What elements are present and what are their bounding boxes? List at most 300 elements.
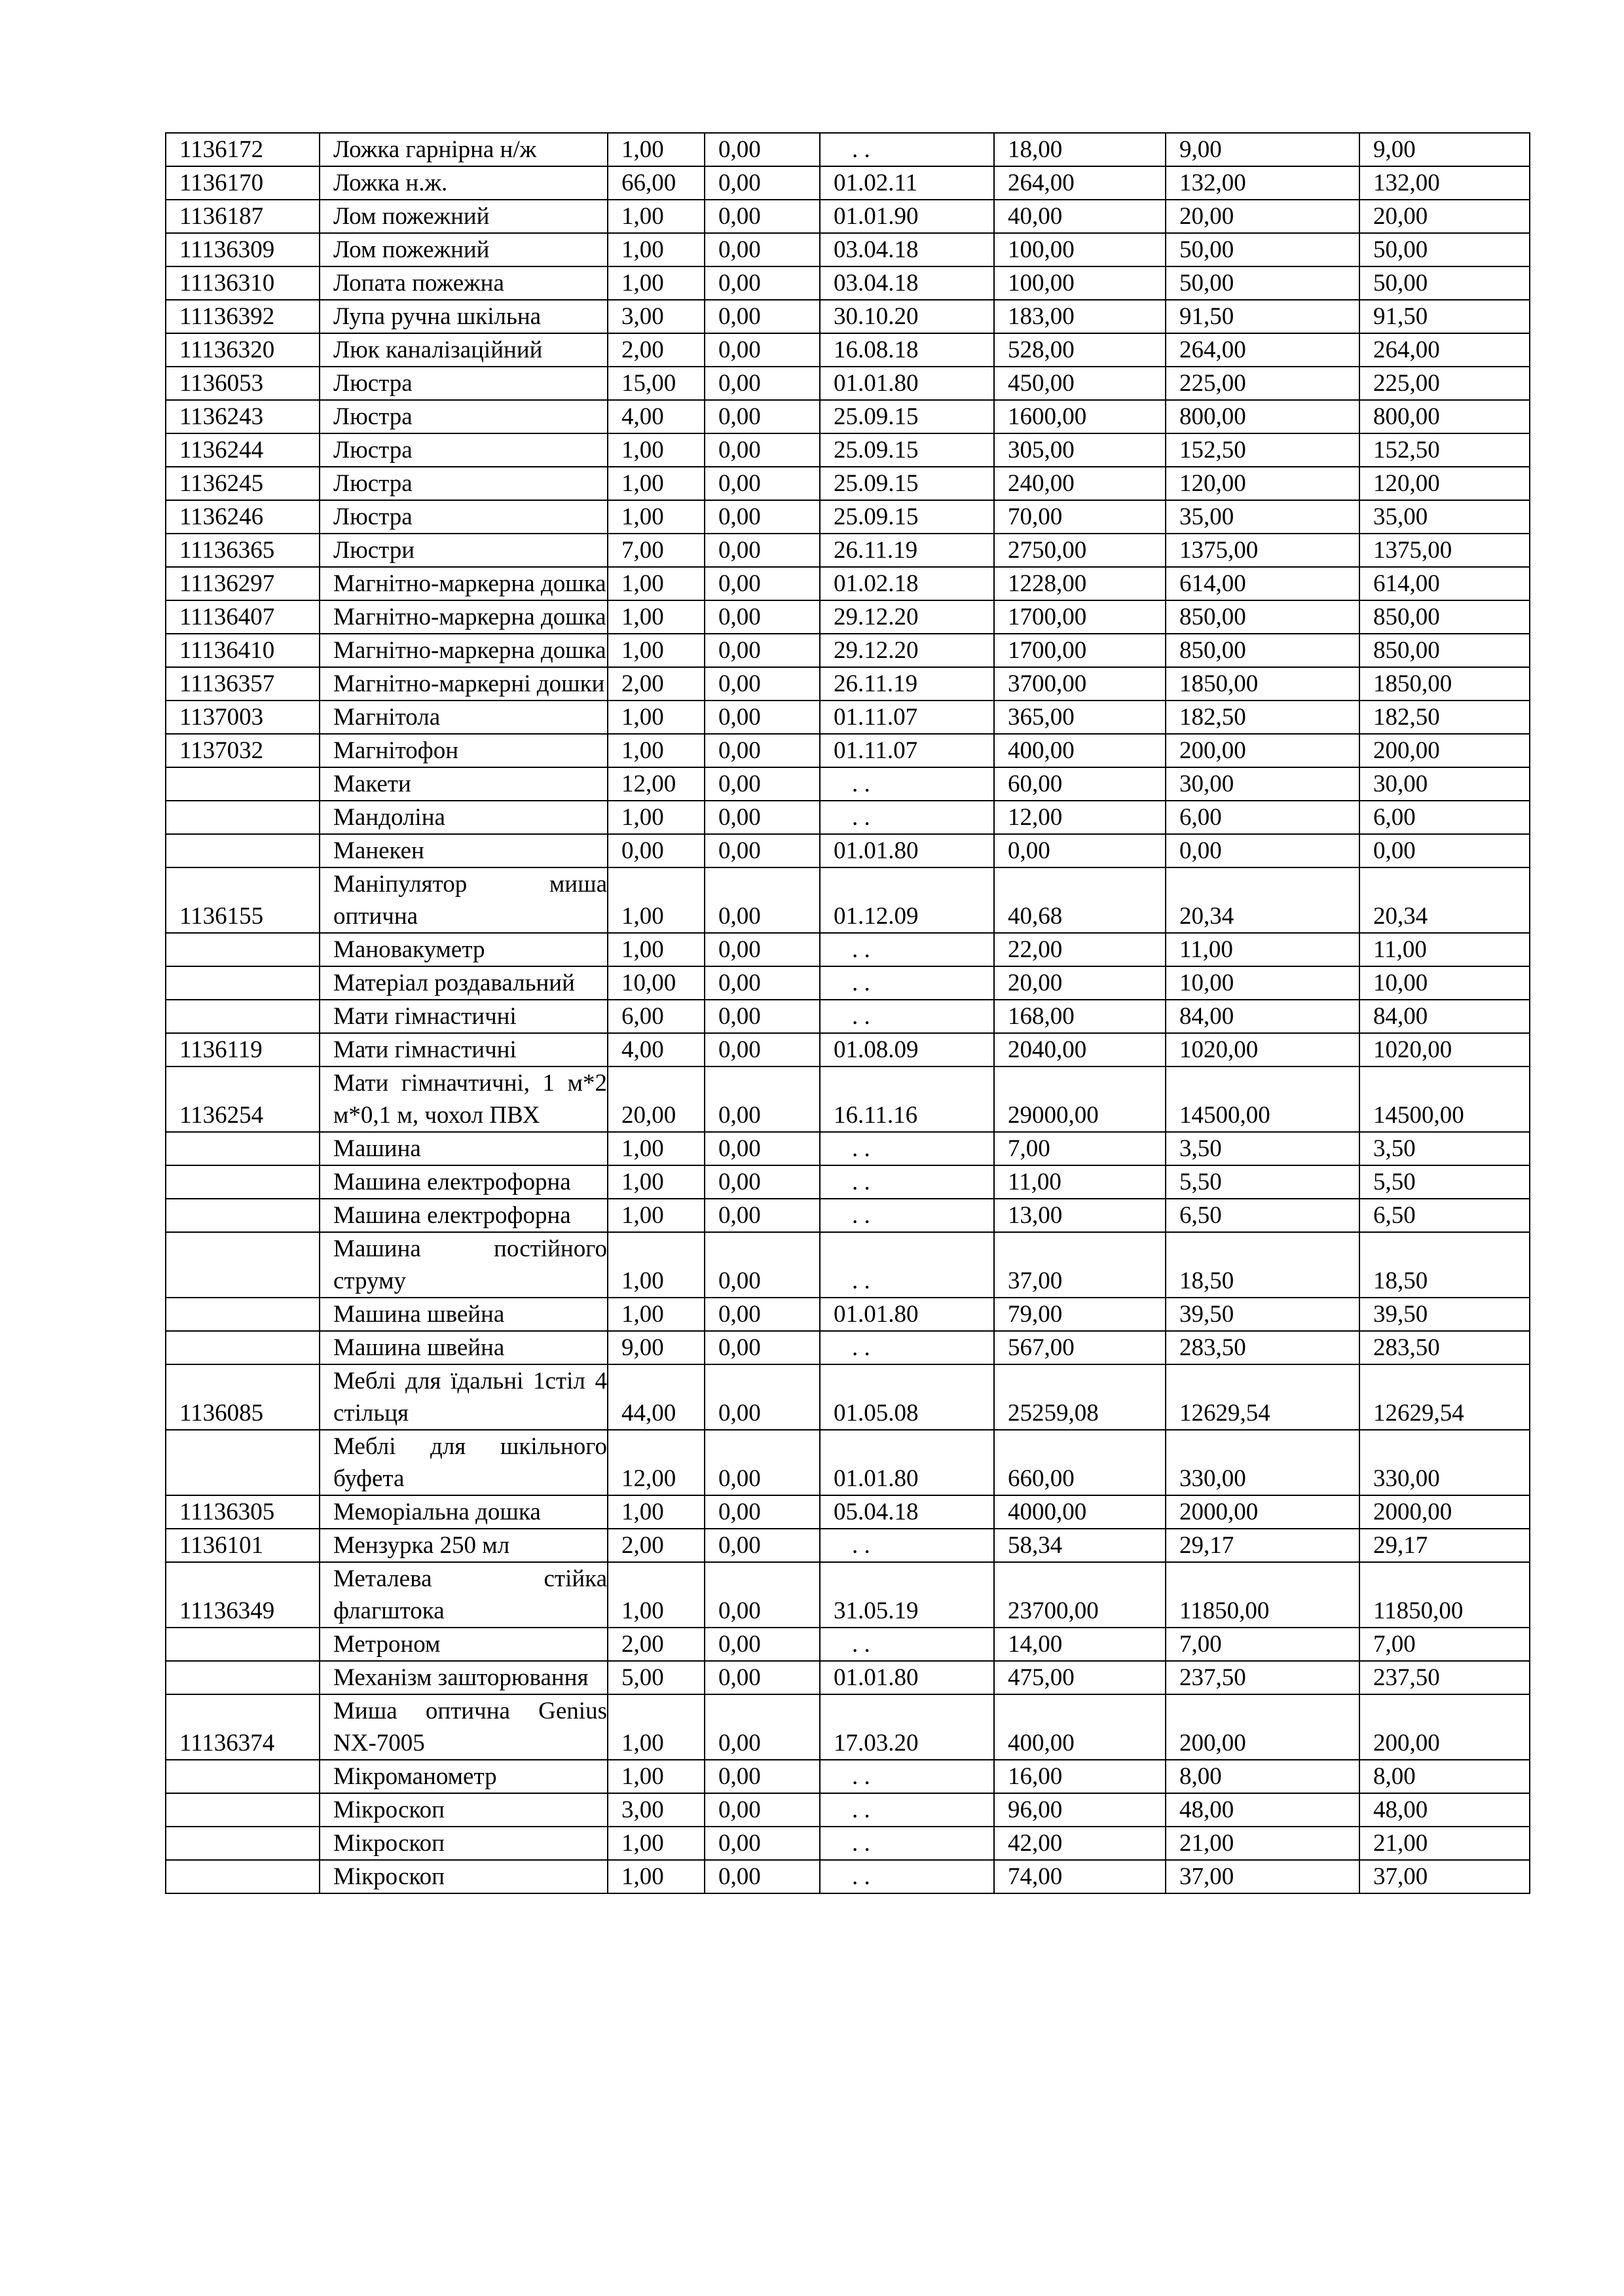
amount-cell: 11,00	[994, 1165, 1166, 1199]
table-row	[166, 1562, 1530, 1628]
item-name-cell: Люстра	[320, 400, 608, 433]
inventory-number-cell: 11136392	[166, 300, 320, 333]
inventory-number-cell: 1137032	[166, 734, 320, 767]
table-row	[166, 1364, 1530, 1430]
table-row	[166, 300, 1530, 333]
zero-value-cell: 0,00	[705, 734, 820, 767]
half-amount-2-cell: 21,00	[1359, 1827, 1530, 1860]
amount-cell: 2750,00	[994, 534, 1166, 567]
amount-cell: 528,00	[994, 333, 1166, 367]
amount-cell: 7,00	[994, 1132, 1166, 1165]
item-name-cell: Миша оптична Genius NX-7005	[320, 1694, 608, 1760]
inventory-number-cell: 1136246	[166, 500, 320, 534]
half-amount-2-cell: 91,50	[1359, 300, 1530, 333]
item-name-cell: Лом пожежний	[320, 233, 608, 266]
date-cell: 01.01.90	[820, 200, 994, 233]
half-amount-2-cell: 10,00	[1359, 966, 1530, 1000]
zero-value-cell: 0,00	[705, 433, 820, 467]
inventory-table-body	[166, 133, 1530, 1893]
quantity-cell: 12,00	[608, 767, 705, 801]
item-name-cell: Люстра	[320, 500, 608, 534]
inventory-number-cell	[166, 1000, 320, 1033]
date-cell: 05.04.18	[820, 1495, 994, 1529]
inventory-number-cell: 11136310	[166, 266, 320, 300]
zero-value-cell: 0,00	[705, 1529, 820, 1562]
amount-cell: 365,00	[994, 701, 1166, 734]
item-name-cell: Лупа ручна шкільна	[320, 300, 608, 333]
amount-cell: 1600,00	[994, 400, 1166, 433]
zero-value-cell: 0,00	[705, 801, 820, 834]
amount-cell: 400,00	[994, 1694, 1166, 1760]
quantity-cell: 12,00	[608, 1430, 705, 1495]
half-amount-cell: 120,00	[1166, 467, 1359, 500]
half-amount-cell: 7,00	[1166, 1628, 1359, 1661]
amount-cell: 1228,00	[994, 567, 1166, 600]
item-name-cell: Метроном	[320, 1628, 608, 1661]
item-name-cell: Машина швейна	[320, 1331, 608, 1364]
quantity-cell: 6,00	[608, 1000, 705, 1033]
amount-cell: 79,00	[994, 1298, 1166, 1331]
quantity-cell: 4,00	[608, 1033, 705, 1066]
half-amount-cell: 11,00	[1166, 933, 1359, 966]
amount-cell: 475,00	[994, 1661, 1166, 1694]
quantity-cell: 7,00	[608, 534, 705, 567]
item-name-cell: Машина постійного струму	[320, 1232, 608, 1298]
zero-value-cell: 0,00	[705, 500, 820, 534]
table-row	[166, 500, 1530, 534]
amount-cell: 18,00	[994, 133, 1166, 166]
inventory-number-cell: 11136365	[166, 534, 320, 567]
amount-cell: 23700,00	[994, 1562, 1166, 1628]
date-cell: 01.11.07	[820, 734, 994, 767]
half-amount-cell: 200,00	[1166, 1694, 1359, 1760]
half-amount-cell: 800,00	[1166, 400, 1359, 433]
inventory-number-cell: 1136119	[166, 1033, 320, 1066]
inventory-number-cell: 11136374	[166, 1694, 320, 1760]
item-name-cell: Магнітно-маркерна дошка	[320, 600, 608, 634]
half-amount-cell: 20,34	[1166, 867, 1359, 933]
half-amount-cell: 14500,00	[1166, 1066, 1359, 1132]
table-row	[166, 266, 1530, 300]
date-cell: 01.01.80	[820, 1430, 994, 1495]
amount-cell: 40,00	[994, 200, 1166, 233]
quantity-cell: 0,00	[608, 834, 705, 867]
quantity-cell: 1,00	[608, 133, 705, 166]
date-cell: 26.11.19	[820, 667, 994, 701]
quantity-cell: 1,00	[608, 433, 705, 467]
date-cell: . .	[820, 1199, 994, 1232]
half-amount-cell: 21,00	[1166, 1827, 1359, 1860]
date-cell: . .	[820, 133, 994, 166]
half-amount-2-cell: 6,50	[1359, 1199, 1530, 1232]
quantity-cell: 1,00	[608, 867, 705, 933]
date-cell: 29.12.20	[820, 600, 994, 634]
zero-value-cell: 0,00	[705, 1364, 820, 1430]
inventory-number-cell	[166, 1860, 320, 1893]
quantity-cell: 10,00	[608, 966, 705, 1000]
amount-cell: 3700,00	[994, 667, 1166, 701]
half-amount-2-cell: 182,50	[1359, 701, 1530, 734]
half-amount-2-cell: 7,00	[1359, 1628, 1530, 1661]
quantity-cell: 1,00	[608, 1860, 705, 1893]
table-row	[166, 1000, 1530, 1033]
table-row	[166, 1860, 1530, 1893]
table-row	[166, 1694, 1530, 1760]
amount-cell: 183,00	[994, 300, 1166, 333]
quantity-cell: 1,00	[608, 1199, 705, 1232]
half-amount-2-cell: 1850,00	[1359, 667, 1530, 701]
half-amount-2-cell: 850,00	[1359, 600, 1530, 634]
date-cell: 31.05.19	[820, 1562, 994, 1628]
date-cell: . .	[820, 1529, 994, 1562]
half-amount-cell: 614,00	[1166, 567, 1359, 600]
inventory-number-cell	[166, 966, 320, 1000]
half-amount-2-cell: 20,00	[1359, 200, 1530, 233]
zero-value-cell: 0,00	[705, 1066, 820, 1132]
half-amount-2-cell: 800,00	[1359, 400, 1530, 433]
date-cell: . .	[820, 1760, 994, 1793]
item-name-cell: Мікроскоп	[320, 1860, 608, 1893]
half-amount-2-cell: 1375,00	[1359, 534, 1530, 567]
table-row	[166, 801, 1530, 834]
half-amount-2-cell: 5,50	[1359, 1165, 1530, 1199]
date-cell: 16.11.16	[820, 1066, 994, 1132]
zero-value-cell: 0,00	[705, 1495, 820, 1529]
half-amount-2-cell: 1020,00	[1359, 1033, 1530, 1066]
inventory-number-cell: 1136085	[166, 1364, 320, 1430]
table-row	[166, 567, 1530, 600]
quantity-cell: 3,00	[608, 300, 705, 333]
zero-value-cell: 0,00	[705, 367, 820, 400]
item-name-cell: Макети	[320, 767, 608, 801]
date-cell: 01.12.09	[820, 867, 994, 933]
date-cell: 01.05.08	[820, 1364, 994, 1430]
zero-value-cell: 0,00	[705, 166, 820, 200]
table-row	[166, 400, 1530, 433]
item-name-cell: Механізм зашторювання	[320, 1661, 608, 1694]
date-cell: 01.08.09	[820, 1033, 994, 1066]
item-name-cell: Мати гімнастичні	[320, 1000, 608, 1033]
table-row	[166, 701, 1530, 734]
quantity-cell: 1,00	[608, 1495, 705, 1529]
zero-value-cell: 0,00	[705, 634, 820, 667]
date-cell: 25.09.15	[820, 433, 994, 467]
table-row	[166, 1529, 1530, 1562]
half-amount-2-cell: 6,00	[1359, 801, 1530, 834]
quantity-cell: 1,00	[608, 567, 705, 600]
half-amount-cell: 850,00	[1166, 634, 1359, 667]
half-amount-2-cell: 850,00	[1359, 634, 1530, 667]
table-row	[166, 834, 1530, 867]
table-row	[166, 667, 1530, 701]
half-amount-2-cell: 8,00	[1359, 1760, 1530, 1793]
half-amount-2-cell: 0,00	[1359, 834, 1530, 867]
inventory-number-cell: 11136407	[166, 600, 320, 634]
zero-value-cell: 0,00	[705, 834, 820, 867]
zero-value-cell: 0,00	[705, 1827, 820, 1860]
inventory-number-cell	[166, 1827, 320, 1860]
amount-cell: 14,00	[994, 1628, 1166, 1661]
table-row	[166, 367, 1530, 400]
zero-value-cell: 0,00	[705, 567, 820, 600]
inventory-number-cell	[166, 1199, 320, 1232]
date-cell: 01.02.18	[820, 567, 994, 600]
inventory-number-cell	[166, 1430, 320, 1495]
half-amount-cell: 39,50	[1166, 1298, 1359, 1331]
inventory-number-cell: 1136155	[166, 867, 320, 933]
half-amount-cell: 50,00	[1166, 233, 1359, 266]
inventory-number-cell	[166, 1628, 320, 1661]
amount-cell: 22,00	[994, 933, 1166, 966]
amount-cell: 4000,00	[994, 1495, 1166, 1529]
zero-value-cell: 0,00	[705, 1430, 820, 1495]
inventory-number-cell	[166, 801, 320, 834]
table-row	[166, 1033, 1530, 1066]
amount-cell: 12,00	[994, 801, 1166, 834]
half-amount-cell: 1020,00	[1166, 1033, 1359, 1066]
item-name-cell: Мановакуметр	[320, 933, 608, 966]
inventory-number-cell: 11136410	[166, 634, 320, 667]
quantity-cell: 1,00	[608, 233, 705, 266]
date-cell: . .	[820, 1793, 994, 1827]
item-name-cell: Мати гімнастичні	[320, 1033, 608, 1066]
item-name-cell: Машина електрофорна	[320, 1165, 608, 1199]
half-amount-cell: 35,00	[1166, 500, 1359, 534]
amount-cell: 20,00	[994, 966, 1166, 1000]
half-amount-2-cell: 30,00	[1359, 767, 1530, 801]
table-row	[166, 600, 1530, 634]
half-amount-2-cell: 48,00	[1359, 1793, 1530, 1827]
amount-cell: 40,68	[994, 867, 1166, 933]
date-cell: . .	[820, 1165, 994, 1199]
item-name-cell: Мікроманометр	[320, 1760, 608, 1793]
table-row	[166, 966, 1530, 1000]
half-amount-cell: 6,50	[1166, 1199, 1359, 1232]
table-row	[166, 333, 1530, 367]
item-name-cell: Магнітофон	[320, 734, 608, 767]
zero-value-cell: 0,00	[705, 233, 820, 266]
amount-cell: 1700,00	[994, 600, 1166, 634]
amount-cell: 400,00	[994, 734, 1166, 767]
half-amount-2-cell: 39,50	[1359, 1298, 1530, 1331]
zero-value-cell: 0,00	[705, 200, 820, 233]
item-name-cell: Ложка н.ж.	[320, 166, 608, 200]
date-cell: 17.03.20	[820, 1694, 994, 1760]
amount-cell: 29000,00	[994, 1066, 1166, 1132]
half-amount-cell: 2000,00	[1166, 1495, 1359, 1529]
half-amount-2-cell: 37,00	[1359, 1860, 1530, 1893]
date-cell: 25.09.15	[820, 400, 994, 433]
date-cell: . .	[820, 1827, 994, 1860]
table-row	[166, 1760, 1530, 1793]
item-name-cell: Матеріал роздавальний	[320, 966, 608, 1000]
table-row	[166, 1298, 1530, 1331]
zero-value-cell: 0,00	[705, 933, 820, 966]
date-cell: 26.11.19	[820, 534, 994, 567]
half-amount-2-cell: 12629,54	[1359, 1364, 1530, 1430]
inventory-number-cell: 1136101	[166, 1529, 320, 1562]
half-amount-2-cell: 120,00	[1359, 467, 1530, 500]
zero-value-cell: 0,00	[705, 1628, 820, 1661]
half-amount-2-cell: 225,00	[1359, 367, 1530, 400]
inventory-number-cell: 11136309	[166, 233, 320, 266]
half-amount-2-cell: 330,00	[1359, 1430, 1530, 1495]
zero-value-cell: 0,00	[705, 1562, 820, 1628]
table-row	[166, 734, 1530, 767]
half-amount-2-cell: 50,00	[1359, 233, 1530, 266]
half-amount-2-cell: 18,50	[1359, 1232, 1530, 1298]
half-amount-cell: 0,00	[1166, 834, 1359, 867]
half-amount-2-cell: 237,50	[1359, 1661, 1530, 1694]
half-amount-2-cell: 200,00	[1359, 1694, 1530, 1760]
date-cell: . .	[820, 1331, 994, 1364]
table-row	[166, 467, 1530, 500]
table-row	[166, 1132, 1530, 1165]
half-amount-cell: 283,50	[1166, 1331, 1359, 1364]
quantity-cell: 2,00	[608, 667, 705, 701]
quantity-cell: 1,00	[608, 1694, 705, 1760]
amount-cell: 16,00	[994, 1760, 1166, 1793]
table-row	[166, 1232, 1530, 1298]
inventory-number-cell: 1136243	[166, 400, 320, 433]
table-row	[166, 1331, 1530, 1364]
table-row	[166, 1628, 1530, 1661]
item-name-cell: Люк каналізаційний	[320, 333, 608, 367]
inventory-number-cell: 11136357	[166, 667, 320, 701]
amount-cell: 74,00	[994, 1860, 1166, 1893]
table-row	[166, 1793, 1530, 1827]
zero-value-cell: 0,00	[705, 1793, 820, 1827]
zero-value-cell: 0,00	[705, 1661, 820, 1694]
date-cell: . .	[820, 1860, 994, 1893]
half-amount-2-cell: 9,00	[1359, 133, 1530, 166]
quantity-cell: 2,00	[608, 1628, 705, 1661]
amount-cell: 58,34	[994, 1529, 1166, 1562]
half-amount-cell: 50,00	[1166, 266, 1359, 300]
amount-cell: 264,00	[994, 166, 1166, 200]
half-amount-2-cell: 152,50	[1359, 433, 1530, 467]
zero-value-cell: 0,00	[705, 1199, 820, 1232]
amount-cell: 1700,00	[994, 634, 1166, 667]
half-amount-2-cell: 200,00	[1359, 734, 1530, 767]
date-cell: 01.01.80	[820, 834, 994, 867]
half-amount-cell: 8,00	[1166, 1760, 1359, 1793]
quantity-cell: 4,00	[608, 400, 705, 433]
half-amount-2-cell: 614,00	[1359, 567, 1530, 600]
date-cell: . .	[820, 1132, 994, 1165]
item-name-cell: Мікроскоп	[320, 1793, 608, 1827]
quantity-cell: 2,00	[608, 333, 705, 367]
quantity-cell: 1,00	[608, 701, 705, 734]
table-row	[166, 166, 1530, 200]
zero-value-cell: 0,00	[705, 1000, 820, 1033]
table-row	[166, 767, 1530, 801]
amount-cell: 305,00	[994, 433, 1166, 467]
quantity-cell: 2,00	[608, 1529, 705, 1562]
item-name-cell: Мензурка 250 мл	[320, 1529, 608, 1562]
zero-value-cell: 0,00	[705, 467, 820, 500]
quantity-cell: 1,00	[608, 801, 705, 834]
date-cell: 03.04.18	[820, 233, 994, 266]
zero-value-cell: 0,00	[705, 600, 820, 634]
half-amount-cell: 48,00	[1166, 1793, 1359, 1827]
table-row	[166, 1495, 1530, 1529]
half-amount-cell: 6,00	[1166, 801, 1359, 834]
zero-value-cell: 0,00	[705, 966, 820, 1000]
amount-cell: 13,00	[994, 1199, 1166, 1232]
quantity-cell: 1,00	[608, 1298, 705, 1331]
item-name-cell: Люстри	[320, 534, 608, 567]
table-row	[166, 1430, 1530, 1495]
date-cell: . .	[820, 1000, 994, 1033]
date-cell: . .	[820, 767, 994, 801]
date-cell: 03.04.18	[820, 266, 994, 300]
item-name-cell: Машина	[320, 1132, 608, 1165]
amount-cell: 60,00	[994, 767, 1166, 801]
inventory-number-cell	[166, 1331, 320, 1364]
table-row	[166, 433, 1530, 467]
half-amount-cell: 264,00	[1166, 333, 1359, 367]
inventory-number-cell: 1136170	[166, 166, 320, 200]
table-row	[166, 1827, 1530, 1860]
zero-value-cell: 0,00	[705, 667, 820, 701]
amount-cell: 240,00	[994, 467, 1166, 500]
inventory-number-cell	[166, 1165, 320, 1199]
zero-value-cell: 0,00	[705, 767, 820, 801]
date-cell: 01.02.11	[820, 166, 994, 200]
half-amount-cell: 225,00	[1166, 367, 1359, 400]
table-row	[166, 534, 1530, 567]
table-row	[166, 1066, 1530, 1132]
inventory-number-cell: 1136172	[166, 133, 320, 166]
inventory-number-cell	[166, 1760, 320, 1793]
quantity-cell: 1,00	[608, 500, 705, 534]
date-cell: 01.11.07	[820, 701, 994, 734]
zero-value-cell: 0,00	[705, 1132, 820, 1165]
amount-cell: 450,00	[994, 367, 1166, 400]
item-name-cell: Магнітола	[320, 701, 608, 734]
half-amount-cell: 20,00	[1166, 200, 1359, 233]
quantity-cell: 15,00	[608, 367, 705, 400]
item-name-cell: Меморіальна дошка	[320, 1495, 608, 1529]
half-amount-2-cell: 11,00	[1359, 933, 1530, 966]
item-name-cell: Меблі для шкільного буфета	[320, 1430, 608, 1495]
half-amount-2-cell: 20,34	[1359, 867, 1530, 933]
quantity-cell: 3,00	[608, 1793, 705, 1827]
quantity-cell: 5,00	[608, 1661, 705, 1694]
half-amount-2-cell: 35,00	[1359, 500, 1530, 534]
half-amount-cell: 37,00	[1166, 1860, 1359, 1893]
half-amount-2-cell: 50,00	[1359, 266, 1530, 300]
half-amount-2-cell: 264,00	[1359, 333, 1530, 367]
item-name-cell: Металева стійка флагштока	[320, 1562, 608, 1628]
amount-cell: 168,00	[994, 1000, 1166, 1033]
quantity-cell: 1,00	[608, 200, 705, 233]
inventory-number-cell: 1136053	[166, 367, 320, 400]
amount-cell: 660,00	[994, 1430, 1166, 1495]
half-amount-cell: 132,00	[1166, 166, 1359, 200]
half-amount-2-cell: 3,50	[1359, 1132, 1530, 1165]
date-cell: 16.08.18	[820, 333, 994, 367]
table-row	[166, 933, 1530, 966]
inventory-number-cell: 11136305	[166, 1495, 320, 1529]
item-name-cell: Машина електрофорна	[320, 1199, 608, 1232]
item-name-cell: Люстра	[320, 467, 608, 500]
amount-cell: 567,00	[994, 1331, 1166, 1364]
quantity-cell: 1,00	[608, 1132, 705, 1165]
item-name-cell: Мати гімначтичні, 1 м*2 м*0,1 м, чохол ПВХ	[320, 1066, 608, 1132]
table-row	[166, 1199, 1530, 1232]
